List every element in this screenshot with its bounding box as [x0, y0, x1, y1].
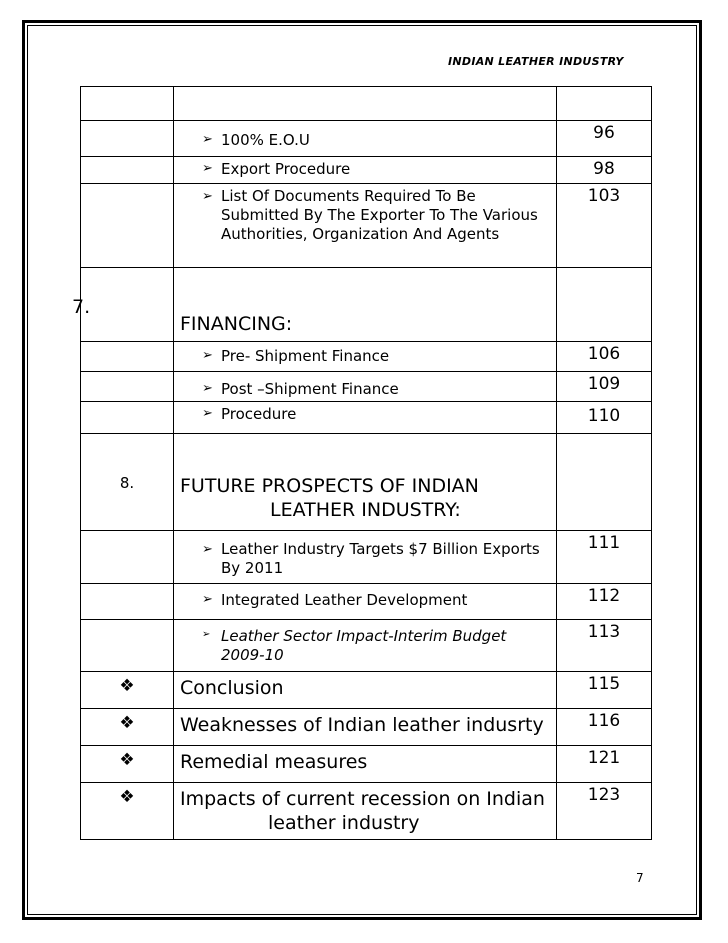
toc-item-label: Remedial measures — [174, 746, 557, 783]
toc-chapter-row — [81, 434, 652, 531]
running-header: INDIAN LEATHER INDUSTRY — [448, 55, 624, 68]
toc-item-label: Weaknesses of Indian leather indusrty — [174, 709, 557, 746]
toc-page-number: 98 — [557, 157, 652, 184]
toc-chapter-row — [81, 268, 652, 342]
arrow-bullet-icon: ➢ — [202, 592, 213, 607]
toc-page-number: 112 — [557, 584, 652, 620]
toc-item-label: Impacts of current recession on Indian leather industry — [174, 783, 557, 840]
toc-page-number: 116 — [557, 709, 652, 746]
page-number: 7 — [636, 871, 644, 885]
diamond-bullet-icon: ❖ — [81, 672, 174, 709]
toc-page-number: 111 — [557, 531, 652, 584]
toc-row — [81, 184, 652, 268]
toc-item-label: Leather Industry Targets $7 Billion Exports By 2011 — [221, 540, 540, 577]
toc-row — [81, 620, 652, 672]
toc-page-number: 115 — [557, 672, 652, 709]
toc-page-number: 96 — [557, 121, 652, 157]
chapter-title: FINANCING: — [174, 268, 557, 342]
toc-row — [81, 709, 652, 746]
toc-page-number: 106 — [557, 342, 652, 372]
toc-row — [81, 342, 652, 372]
arrow-bullet-icon: ➢ — [202, 348, 213, 363]
toc-row — [81, 746, 652, 783]
diamond-bullet-icon: ❖ — [81, 746, 174, 783]
toc-page-number: 113 — [557, 620, 652, 672]
table-of-contents — [72, 86, 652, 840]
toc-item-label: Leather Sector Impact-Interim Budget 2009-10 — [221, 627, 507, 664]
toc-item-label: Integrated Leather Development — [221, 591, 468, 609]
toc-item-label: Post –Shipment Finance — [221, 380, 399, 398]
arrow-bullet-icon: ➢ — [202, 406, 213, 421]
diamond-bullet-icon: ❖ — [81, 783, 174, 840]
toc-page-number: 110 — [557, 402, 652, 434]
toc-item-label: Export Procedure — [221, 160, 351, 178]
arrow-bullet-icon: ➢ — [202, 381, 213, 396]
chapter-number: 7. — [72, 268, 165, 342]
toc-row — [81, 672, 652, 709]
arrow-bullet-icon: ➢ — [202, 629, 211, 640]
toc-item-label: Pre- Shipment Finance — [221, 347, 390, 365]
arrow-bullet-icon: ➢ — [202, 542, 213, 557]
toc-item-label: Procedure — [221, 405, 297, 423]
toc-page-number: 123 — [557, 783, 652, 840]
arrow-bullet-icon: ➢ — [202, 189, 213, 204]
toc-page-number: 121 — [557, 746, 652, 783]
toc-item-label: 100% E.O.U — [221, 131, 310, 149]
toc-row-empty — [81, 87, 652, 121]
toc-row — [81, 121, 652, 157]
arrow-bullet-icon: ➢ — [202, 161, 213, 176]
toc-row — [81, 402, 652, 434]
toc-row — [81, 584, 652, 620]
toc-item-label: List Of Documents Required To Be Submitted By The Exporter To The Various Authorities, Organization And Agents — [221, 187, 538, 243]
toc-row — [81, 531, 652, 584]
diamond-bullet-icon: ❖ — [81, 709, 174, 746]
toc-row — [81, 783, 652, 840]
toc-page-number: 103 — [557, 184, 652, 268]
arrow-bullet-icon: ➢ — [202, 132, 213, 147]
chapter-number: 8. — [81, 434, 174, 531]
toc-page-number: 109 — [557, 372, 652, 402]
chapter-title: FUTURE PROSPECTS OF INDIAN LEATHER INDUSTRY: — [174, 434, 557, 531]
toc-row — [81, 372, 652, 402]
toc-row — [81, 157, 652, 184]
toc-item-label: Conclusion — [174, 672, 557, 709]
